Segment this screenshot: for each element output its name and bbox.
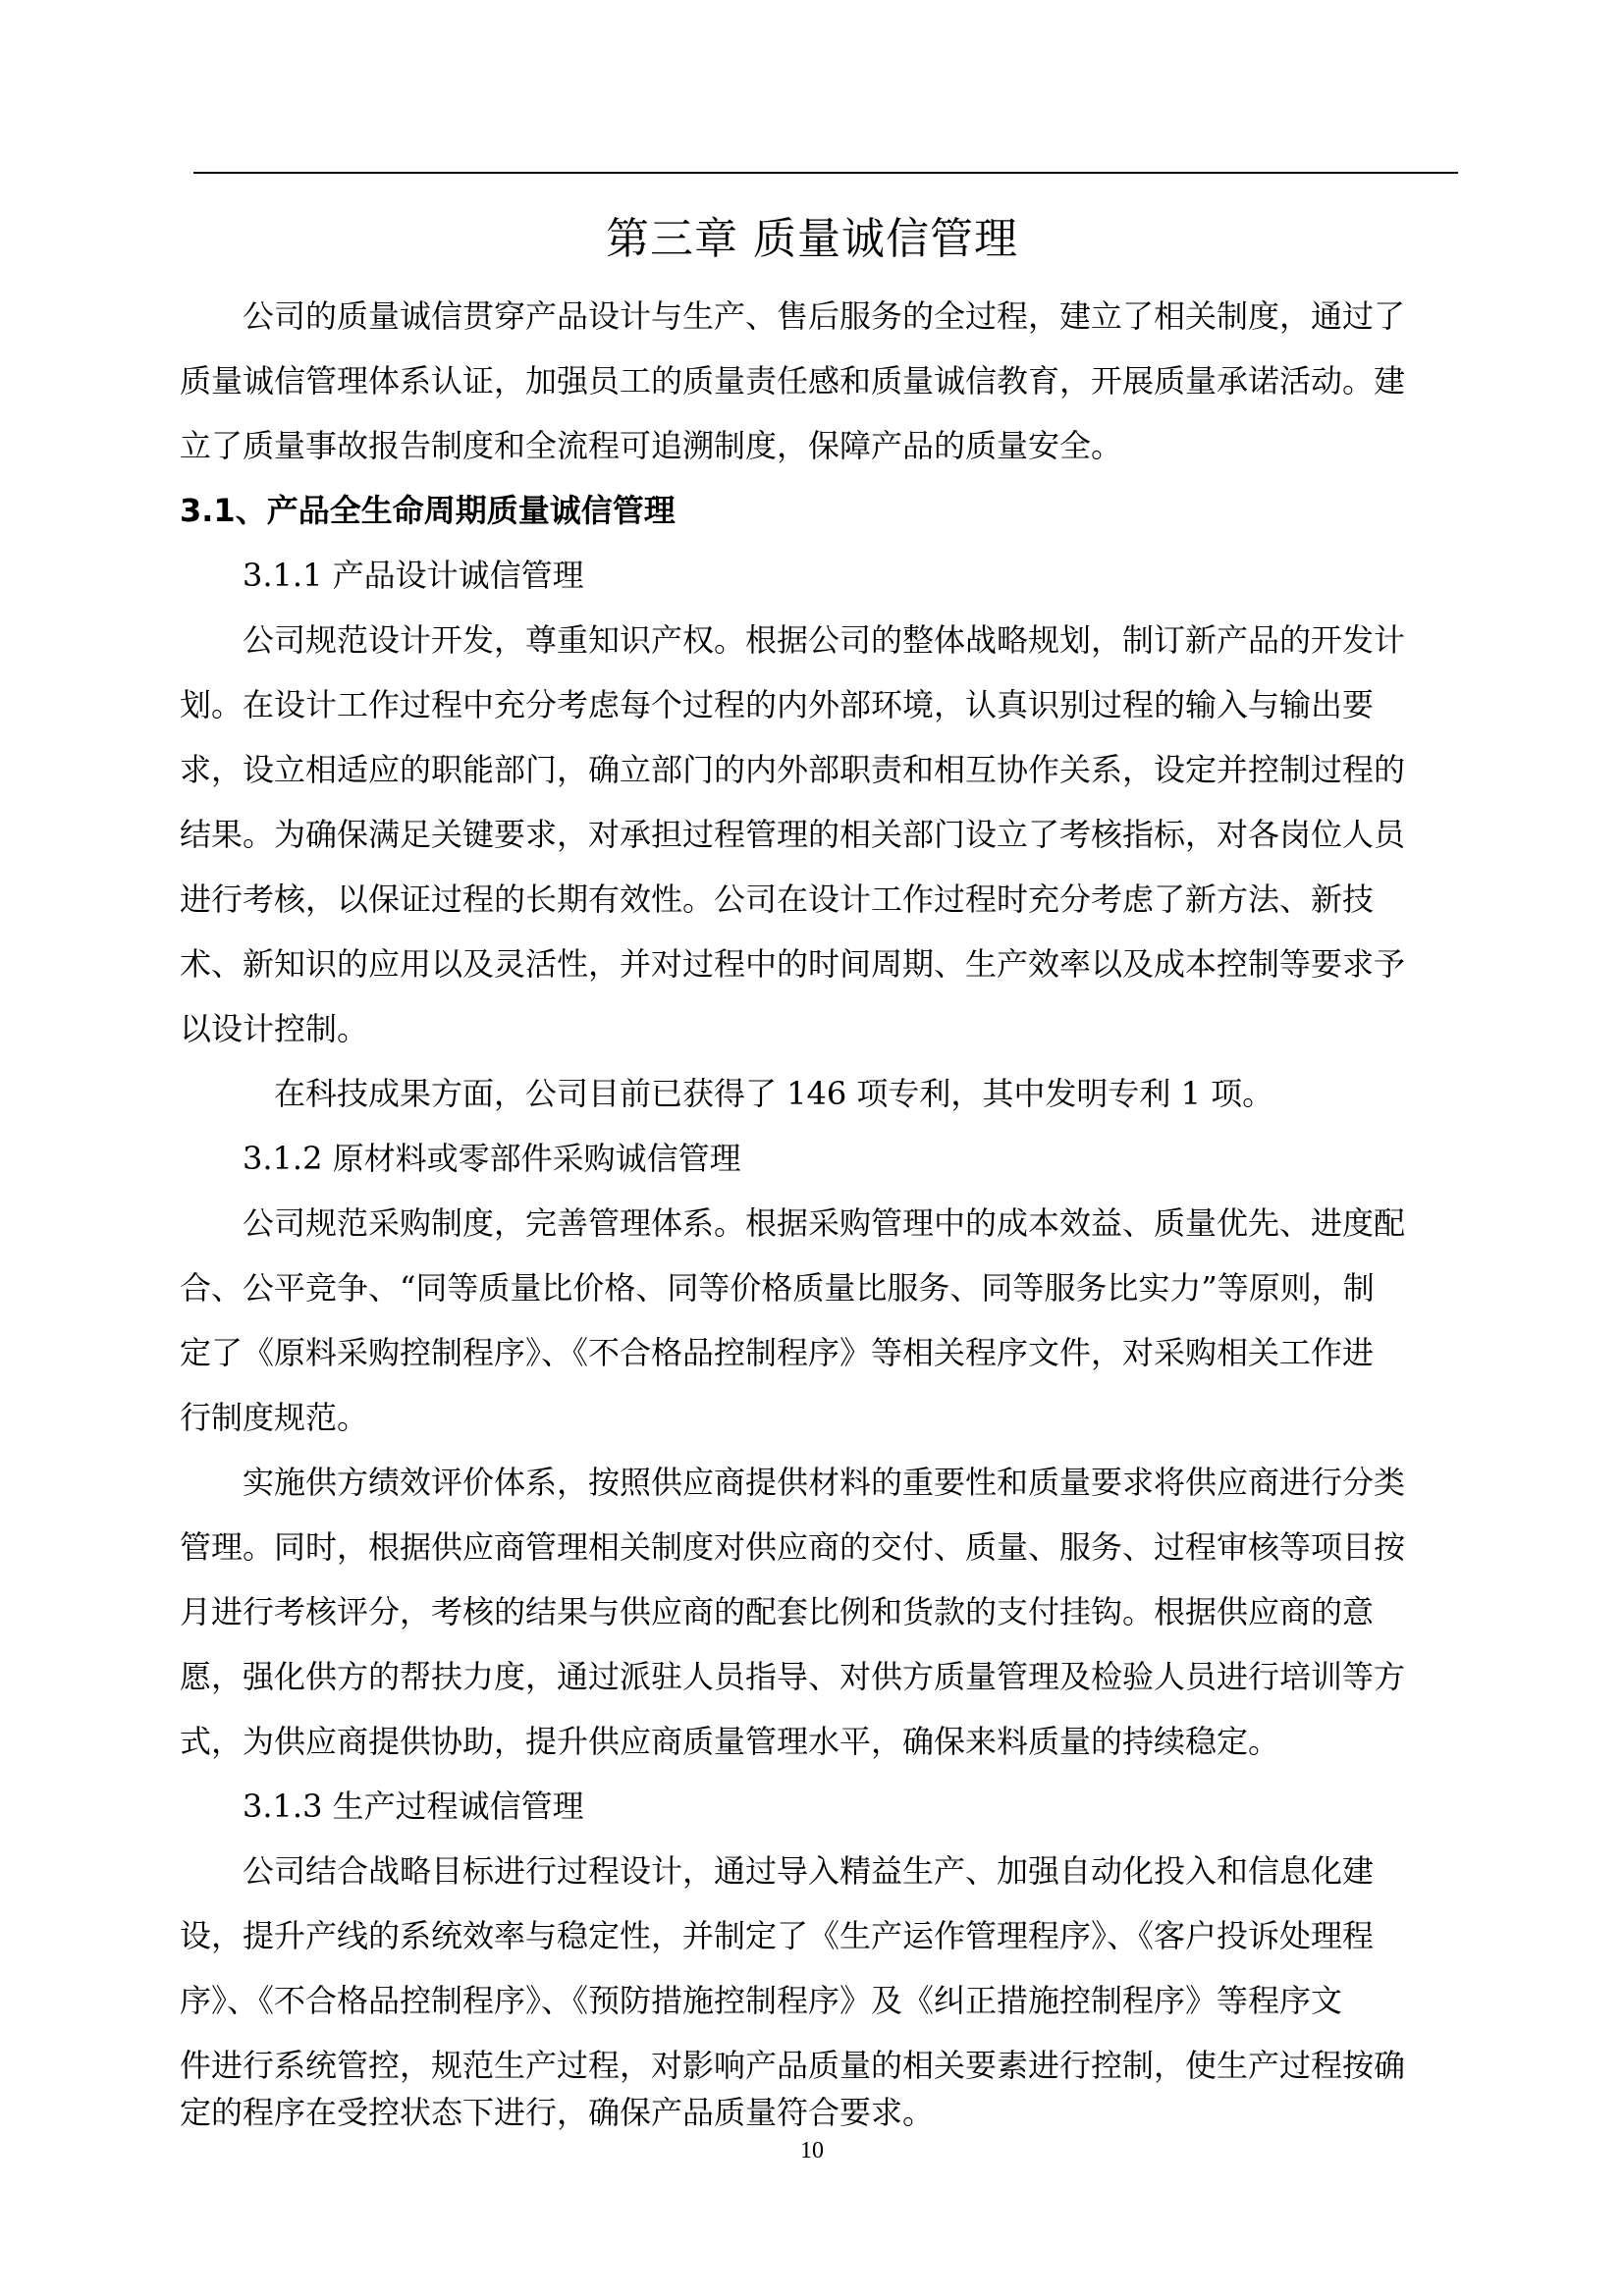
body-line: 质量诚信管理体系认证，加强员工的质量责任感和质量诚信教育，开展质量承诺活动。建 xyxy=(180,362,1406,400)
body-line: 式，为供应商提供协助，提升供应商质量管理水平，确保来料质量的持续稳定。 xyxy=(180,1723,1280,1760)
body-line: 序》、《不合格品控制程序》、《预防措施控制程序》及《纠正措施控制程序》等程序文 xyxy=(180,1982,1343,2019)
body-line: 立了质量事故报告制度和全流程可追溯制度，保障产品的质量安全。 xyxy=(180,427,1123,464)
body-line: 在科技成果方面，公司目前已获得了 146 项专利，其中发明专利 1 项。 xyxy=(274,1075,1274,1112)
body-line: 结果。为确保满足关键要求，对承担过程管理的相关部门设立了考核指标，对各岗位人员 xyxy=(180,816,1406,853)
body-line: 定了《原料采购控制程序》、《不合格品控制程序》等相关程序文件，对采购相关工作进 xyxy=(180,1334,1375,1371)
chapter-title: 第三章 质量诚信管理 xyxy=(606,214,1018,264)
body-line: 行制度规范。 xyxy=(180,1399,369,1436)
subsection-heading: 3.1.3 生产过程诚信管理 xyxy=(243,1788,584,1825)
body-line: 设，提升产线的系统效率与稳定性，并制定了《生产运作管理程序》、《客户投诉处理程 xyxy=(180,1917,1375,1954)
subsection-heading: 3.1.2 原材料或零部件采购诚信管理 xyxy=(243,1140,741,1177)
body-line: 公司的质量诚信贯穿产品设计与生产、售后服务的全过程，建立了相关制度，通过了 xyxy=(243,297,1406,335)
body-line: 公司规范采购制度，完善管理体系。根据采购管理中的成本效益、质量优先、进度配 xyxy=(243,1204,1406,1242)
body-line: 公司规范设计开发，尊重知识产权。根据公司的整体战略规划，制订新产品的开发计 xyxy=(243,621,1406,659)
page-number: 10 xyxy=(800,2138,824,2163)
body-line: 管理。同时，根据供应商管理相关制度对供应商的交付、质量、服务、过程审核等项目按 xyxy=(180,1528,1406,1566)
body-line: 求，设立相适应的职能部门，确立部门的内外部职责和相互协作关系，设定并控制过程的 xyxy=(180,751,1406,788)
body-line: 件进行系统管控，规范生产过程，对影响产品质量的相关要素进行控制，使生产过程按确 xyxy=(180,2047,1406,2084)
body-line: 以设计控制。 xyxy=(180,1010,369,1047)
body-line: 定的程序在受控状态下进行，确保产品质量符合要求。 xyxy=(180,2094,935,2131)
subsection-heading: 3.1.1 产品设计诚信管理 xyxy=(243,557,584,594)
section-heading: 3.1、产品全生命周期质量诚信管理 xyxy=(180,492,676,529)
body-line: 术、新知识的应用以及灵活性，并对过程中的时间周期、生产效率以及成本控制等要求予 xyxy=(180,945,1406,983)
body-line: 月进行考核评分，考核的结果与供应商的配套比例和货款的支付挂钩。根据供应商的意 xyxy=(180,1593,1375,1630)
body-line: 实施供方绩效评价体系，按照供应商提供材料的重要性和质量要求将供应商进行分类 xyxy=(243,1464,1406,1501)
body-line: 划。在设计工作过程中充分考虑每个过程的内外部环境，认真识别过程的输入与输出要 xyxy=(180,686,1375,723)
header-rule xyxy=(193,172,1458,174)
body-line: 进行考核，以保证过程的长期有效性。公司在设计工作过程时充分考虑了新方法、新技 xyxy=(180,881,1375,918)
body-line: 合、公平竞争、“同等质量比价格、同等价格质量比服务、同等服务比实力”等原则，制 xyxy=(180,1269,1375,1307)
body-line: 公司结合战略目标进行过程设计，通过导入精益生产、加强自动化投入和信息化建 xyxy=(243,1852,1375,1890)
body-line: 愿，强化供方的帮扶力度，通过派驻人员指导、对供方质量管理及检验人员进行培训等方 xyxy=(180,1658,1406,1695)
